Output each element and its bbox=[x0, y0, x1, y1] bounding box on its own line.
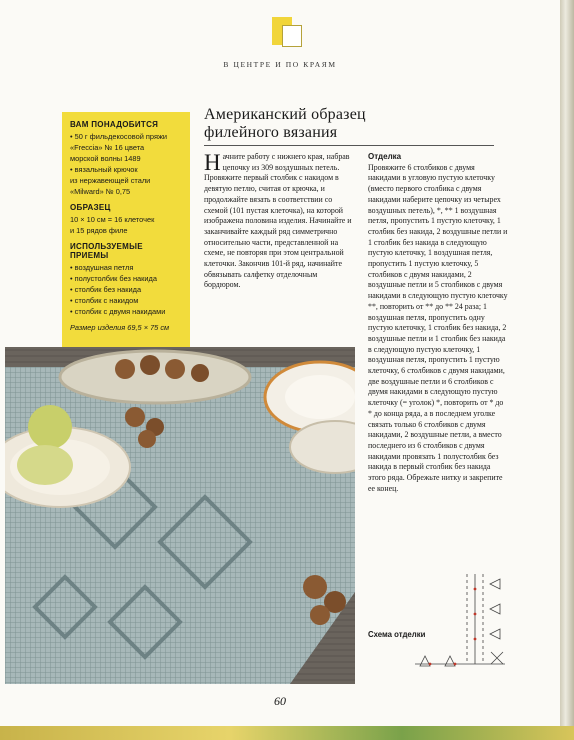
sample-line: 10 × 10 см = 16 клеточек bbox=[70, 215, 155, 224]
techniques-list bbox=[70, 262, 182, 317]
materials-line: морской волны 1489 bbox=[70, 154, 141, 163]
corner-square-icon bbox=[272, 17, 292, 45]
materials-heading: ВАМ ПОНАДОБИТСЯ bbox=[70, 120, 159, 129]
intro-paragraph bbox=[204, 152, 354, 291]
sample-info bbox=[70, 214, 182, 236]
materials-line: • вязальный крючок bbox=[70, 165, 138, 174]
title-line-1: Американский образец bbox=[204, 106, 366, 123]
materials-list bbox=[70, 131, 182, 197]
finishing-text: Провяжите 6 столбиков с двумя накидами в угловую пустую клеточку (вместо первого столбика с двумя накидами наберите цепочку из четырех воздушных петель), *, ** 1 воздушная петля, пропустить 1 пустую клеточку, 1 столбик без накида, 2 воздушные петли и 1 столбик без накида в следующую пустую клеточку, 1 воздушная петля, пропустить 1 пустую клеточку, 5 столбиков с двумя накидами, 2 воздушные петли и 5 столбиков с двумя накидами в следующую пустую клеточку **, повторить от ** до ** 24 раза; 1 воздушная петля, пропустить одну пустую клеточку, 1 столбик без накида, 2 воздушные петли и 1 столбик без накида в следующую пустую клеточку, 1 воздушная петля, пропустить 1 пустую клеточку, 6 столбиков с двумя накидами, две воздушные петли и 6 столбиков с двумя накидами в следующую пустую клеточку (= уголок) *, повторить от * до * до конца ряда, а в последнем уголке связать только 6 столбиков с двумя накидами, 2 воздушные петли, а вместо последнего из 6 столбиков с двумя накидами провязать 1 полустолбик без накида в первый столбик без накида этого ряда. Обрежьте нитку и закрепите ее конец. bbox=[368, 162, 508, 493]
article-title bbox=[204, 106, 366, 142]
techniques-heading: ИСПОЛЬЗУЕМЫЕ ПРИЕМЫ bbox=[70, 242, 143, 260]
drop-cap: Н bbox=[204, 150, 221, 175]
edging-scheme-diagram bbox=[405, 564, 515, 674]
finishing-section bbox=[368, 152, 508, 495]
sample-heading: ОБРАЗЕЦ bbox=[70, 203, 111, 212]
page-number: 60 bbox=[274, 694, 286, 708]
scheme-caption: Схема отделки bbox=[368, 630, 426, 639]
materials-line: «Freccia» № 16 цвета bbox=[70, 143, 145, 152]
technique-item: • столбик с двумя накидами bbox=[70, 306, 182, 317]
page-spine bbox=[560, 0, 574, 740]
title-line-2: филейного вязания bbox=[204, 124, 338, 141]
intro-text: ачните работу с нижнего края, набрав цепочку из 309 воздушных петель. Провяжите первый столбик с накидом в девятую петлю, считая от крючка, и продолжайте вязать в соответствии со схемой (101 пустая клеточка), на которой изображена половина изделия. Начинайте и заканчивайте каждый ряд симметрично относительно части, представленной на схеме, не повторяя при этом центральной клеточки. Закончив 101-й ряд, начинайте обвязывать салфетку отделочным бордюром. bbox=[204, 152, 352, 290]
technique-item: • столбик без накида bbox=[70, 284, 182, 295]
section-header: В ЦЕНТРЕ И ПО КРАЯМ bbox=[223, 60, 337, 69]
tablecloth-photo bbox=[5, 347, 355, 684]
materials-line: • 50 г фильдекосовой пряжи bbox=[70, 132, 168, 141]
technique-item: • полустолбик без накида bbox=[70, 273, 182, 284]
technique-item: • столбик с накидом bbox=[70, 295, 182, 306]
title-divider bbox=[204, 145, 494, 146]
basket-illustration bbox=[60, 351, 250, 403]
materials-line: из нержавеющей стали bbox=[70, 176, 151, 185]
bottom-edge-strip bbox=[0, 726, 574, 740]
materials-line: «Milward» № 0,75 bbox=[70, 187, 131, 196]
materials-box bbox=[62, 112, 190, 356]
finishing-heading: Отделка bbox=[368, 152, 402, 161]
technique-item: • воздушная петля bbox=[70, 262, 182, 273]
item-size: Размер изделия 69,5 × 75 см bbox=[70, 323, 170, 332]
sample-line: и 15 рядов филе bbox=[70, 226, 128, 235]
